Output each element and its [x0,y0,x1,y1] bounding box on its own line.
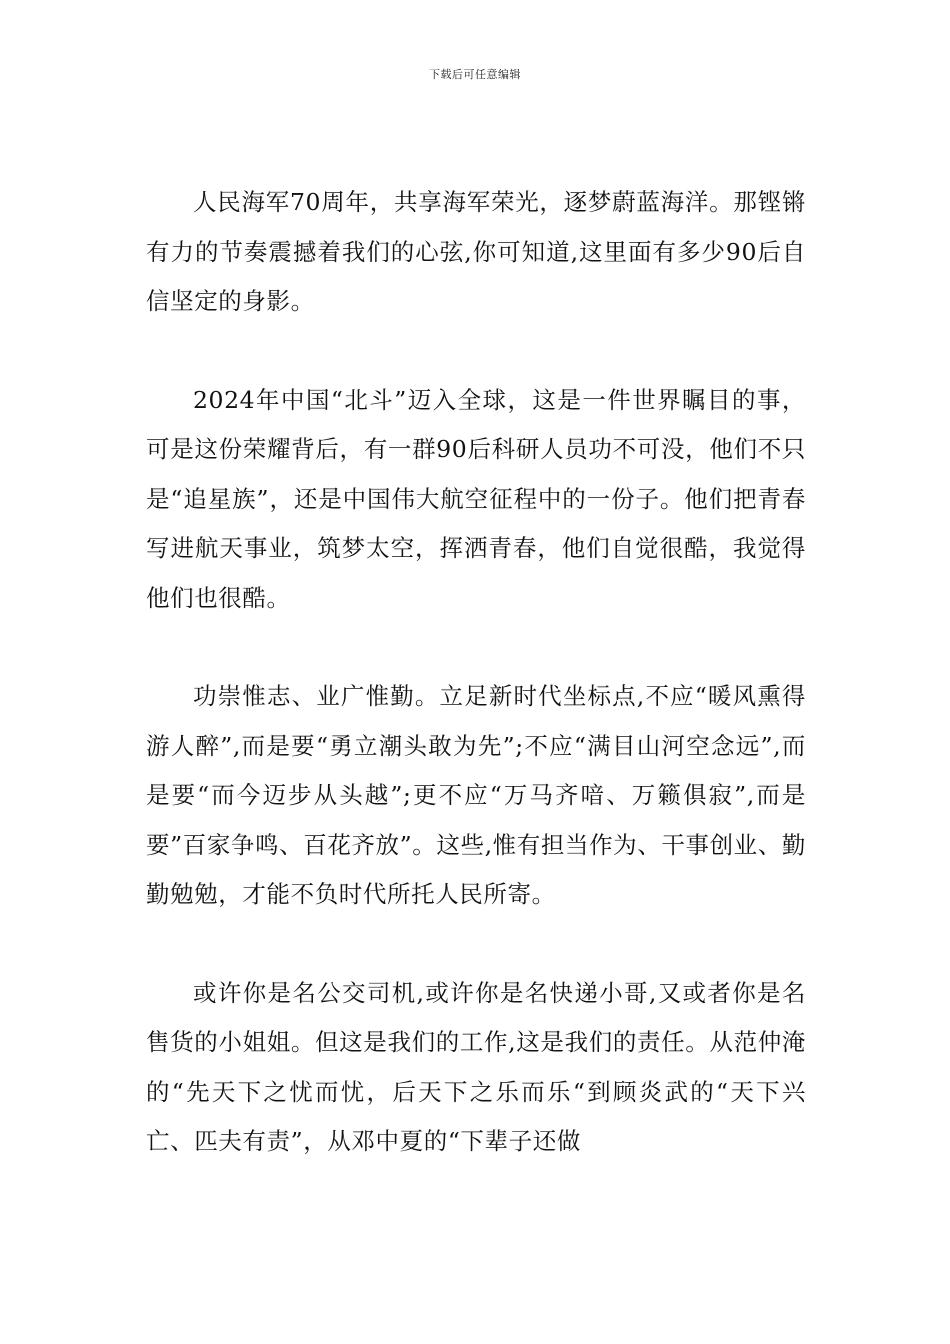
paragraph-beidou: 2024年中国“北斗”迈入全球，这是一件世界瞩目的事，可是这份荣耀背后，有一群90后科研人员功不可没，他们不只是“追星族”，还是中国伟大航空征程中的一份子。他们把青春写进航天事业，筑梦太空，挥洒青春，他们自觉很酷，我觉得他们也很酷。 [146,385,806,612]
document-body [146,178,806,1216]
paragraph-navy-anniversary: 人民海军70周年，共享海军荣光，逐梦蔚蓝海洋。那铿锵有力的节奏震撼着我们的心弦,你可知道,这里面有多少90后自信坚定的身影。 [146,188,806,315]
paragraph-ordinary-work: 或许你是名公交司机,或许你是名快递小哥,又或者你是名售货的小姐姐。但这是我们的工作,这是我们的责任。从范仲淹的“先天下之忧而忧，后天下之乐而乐“到顾炎武的“天下兴亡、匹夫有责”，从邓中夏的“下辈子还做 [146,978,806,1155]
page-header: 下载后可任意编辑 [429,68,521,81]
paragraph-ambition: 功崇惟志、业广惟勤。立足新时代坐标点,不应“暖风熏得游人醉”,而是要“勇立潮头敢为先”;不应“满目山河空念远”,而是要“而今迈步从头越”;更不应“万马齐喑、万籁俱寂”,而是要”百家争鸣、百花齐放”。这些,惟有担当作为、干事创业、勤勤勉勉，才能不负时代所托人民所寄。 [146,682,806,908]
